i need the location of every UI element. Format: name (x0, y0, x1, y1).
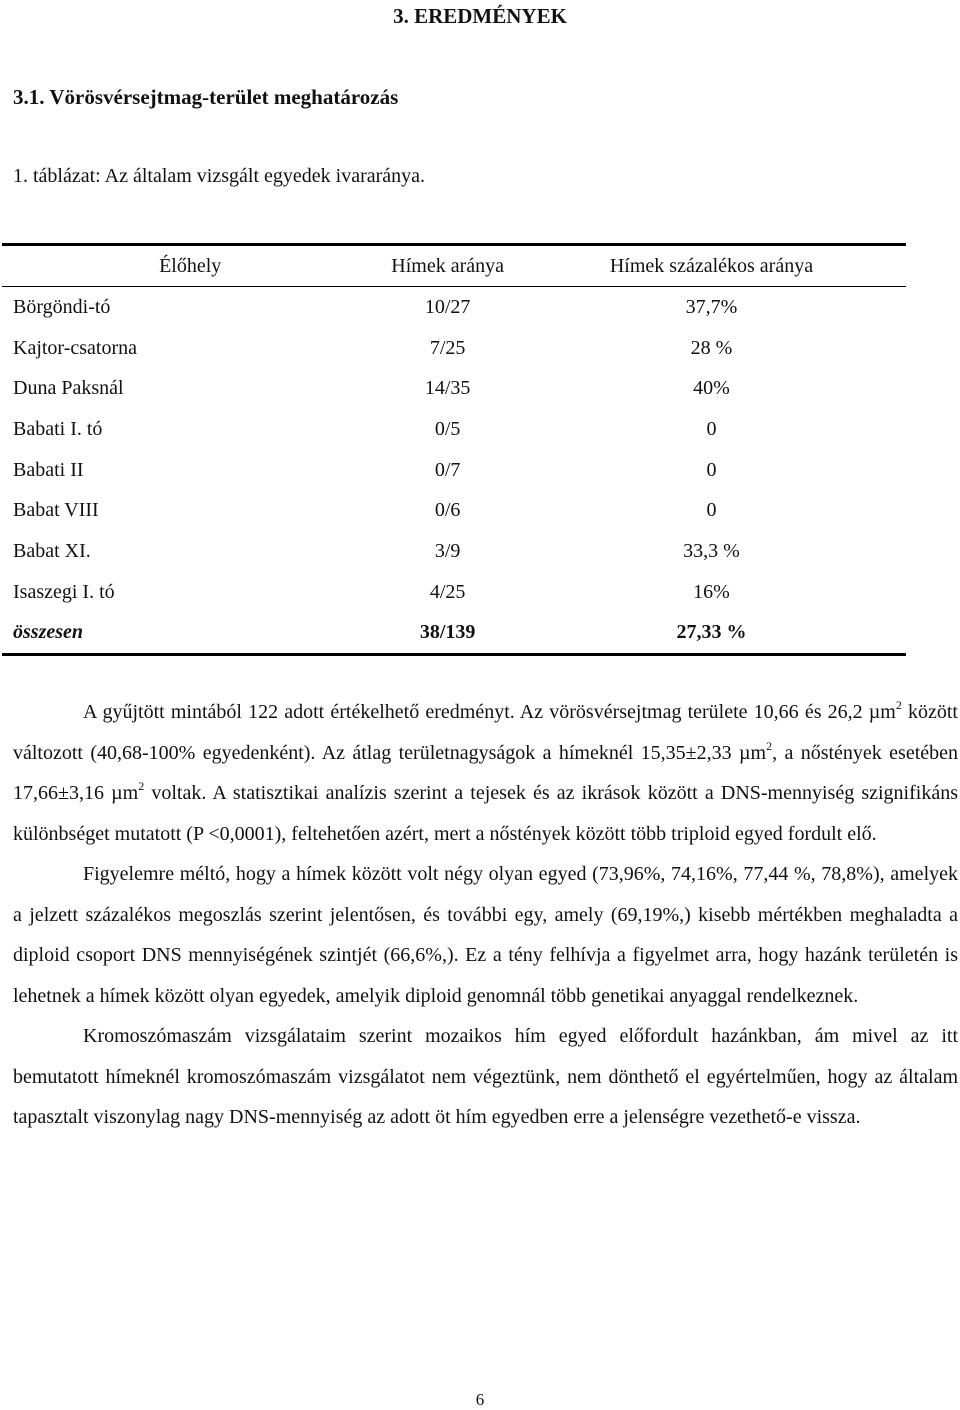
site-cell: Börgöndi-tó (13, 295, 111, 318)
table-row (2, 531, 906, 572)
paragraph-text: voltak. A statisztikai analízis szerint a tejesek és az ikrások között a DNS-mennyiség szignifikáns különbséget mutatott (P <0,0001), feltehetően azért, mert a nőstények között több triploid egyed fordult elő. (13, 782, 958, 845)
males-cell: 7/25 (429, 336, 466, 359)
superscript: 2 (766, 738, 773, 753)
table-caption: 1. táblázat: Az általam vizsgált egyedek ivararánya. (13, 165, 426, 187)
total-males-cell: 38/139 (419, 621, 476, 644)
superscript: 2 (895, 698, 902, 712)
site-cell: Babat VIII (13, 499, 99, 522)
males-cell: 0/5 (434, 417, 461, 440)
table-row (2, 450, 906, 491)
percent-cell: 37,7% (685, 295, 738, 318)
site-cell: Babati I. tó (13, 417, 103, 440)
table-total-row (2, 613, 906, 655)
site-cell: Isaszegi I. tó (13, 580, 115, 603)
paragraph-text: A gyűjtött mintából 122 adott értékelhető eredményt. Az vörösvérsejtmag területe 10,66 és 26,2 µm (83, 701, 896, 723)
males-cell: 0/6 (434, 499, 461, 522)
males-cell: 4/25 (429, 580, 466, 603)
superscript: 2 (138, 779, 145, 793)
page-number: 6 (475, 1390, 485, 1409)
chapter-title: 3. EREDMÉNYEK (393, 4, 567, 28)
body-text (13, 692, 958, 1138)
percent-cell: 40% (693, 377, 730, 400)
paragraph-results (13, 692, 958, 854)
paragraph-text: , a nőstények esetében 17,66±3,16 µm (13, 741, 959, 804)
site-cell: Babati II (13, 458, 84, 481)
site-cell: Babat XI. (13, 539, 91, 562)
table-row (2, 328, 906, 369)
percent-cell: 28 % (690, 336, 733, 359)
sex-ratio-table (2, 243, 906, 656)
percent-cell: 33,3 % (683, 539, 740, 562)
table-header-row (2, 245, 906, 287)
table-row (2, 409, 906, 450)
percent-cell: 0 (706, 499, 717, 522)
percent-cell: 0 (706, 417, 717, 440)
column-header-site: Élőhely (159, 254, 222, 277)
table-row (2, 287, 906, 328)
percent-cell: 16% (693, 580, 730, 603)
paragraph-text: között változott (40,68-100% egyedenként). Az átlag területnagyságok a hímeknél 15,35±2,33 µm (13, 701, 958, 764)
column-header-males: Hímek aránya (391, 254, 505, 277)
site-cell: Kajtor-csatorna (13, 336, 137, 359)
males-cell: 3/9 (434, 539, 461, 562)
males-cell: 14/35 (424, 377, 471, 400)
males-cell: 0/7 (434, 458, 461, 481)
section-title: 3.1. Vörösvérsejtmag-terület meghatározás (13, 85, 399, 109)
percent-cell: 0 (706, 458, 717, 481)
table-row (2, 368, 906, 409)
paragraph-males: Figyelemre méltó, hogy a hímek között volt négy olyan egyed (73,96%, 74,16%, 77,44 %, 78,8%), amelyek a jelzett százalékos megoszlás szerint jelentősen, és további egy, amely (69,19%,) kisebb mértékben meghaladta a diploid csoport DNS mennyiségének szintjét (66,6%,). Ez a tény felhívja a figyelmet arra, hogy hazánk területén is lehetnek a hímek között olyan egyedek, amelyik diploid genomnál több genetikai anyaggal rendelkeznek. (13, 863, 958, 1007)
column-header-percent: Hímek százalékos aránya (609, 254, 814, 277)
site-cell: Duna Paksnál (13, 377, 124, 400)
table-row (2, 490, 906, 531)
total-label-cell: összesen (13, 621, 84, 644)
table-row (2, 572, 906, 613)
paragraph-chromosomes: Kromoszómaszám vizsgálataim szerint mozaikos hím egyed előfordult hazánkban, ám mivel az itt bemutatott hímeknél kromoszómaszám vizsgálatot nem végeztünk, nem dönthető el egyértelműen, hogy az általam tapasztalt viszonylag nagy DNS-mennyiség az adott öt hím egyedben erre a jelenségre vezethető-e vissza. (13, 1025, 958, 1128)
total-percent-cell: 27,33 % (676, 621, 747, 644)
males-cell: 10/27 (424, 295, 471, 318)
